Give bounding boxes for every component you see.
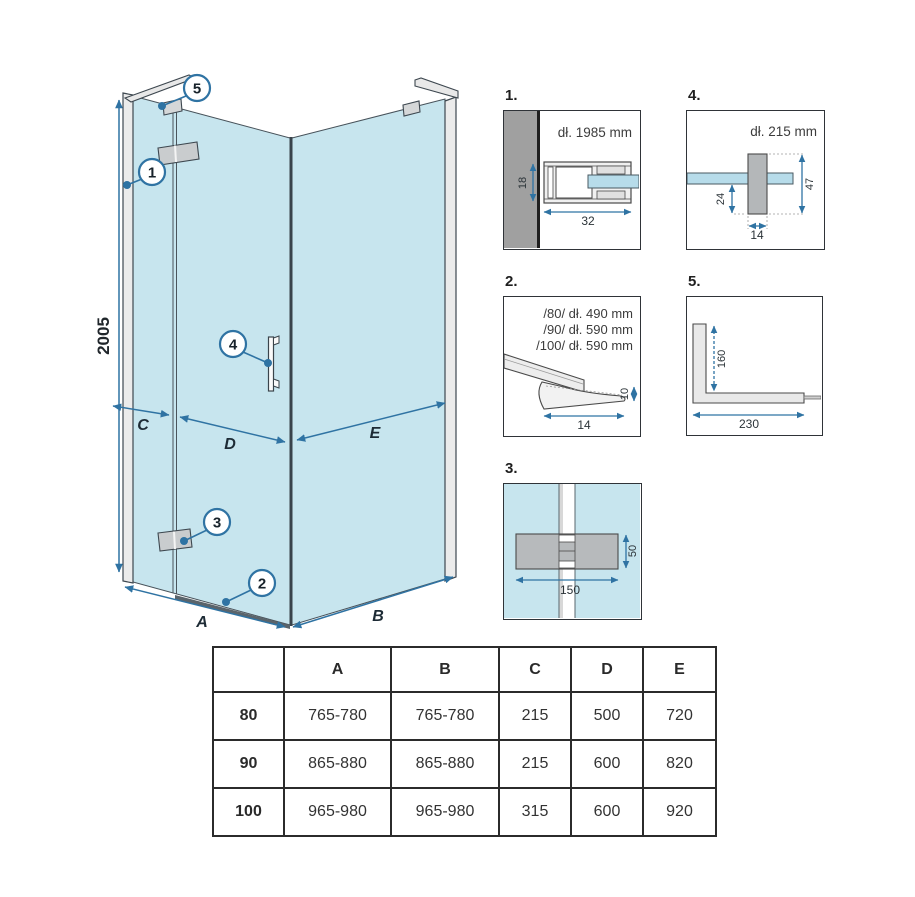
table-header-row [213,647,716,692]
dim-50-label: 50 [627,544,639,558]
dim-10 [619,387,634,401]
row-80-d: 500 [571,692,643,740]
callout-1-number: 1 [147,164,157,182]
header-size [213,647,284,692]
dim-150-label: 150 [559,583,581,597]
dim-height [94,100,119,572]
right-wall-profile [445,97,456,581]
dim-label-height: 2005 [94,317,113,355]
dim-14-label: 14 [750,228,764,242]
row-90-size: 90 [213,740,284,788]
dim-32-label: 32 [581,214,595,228]
right-glass-panel [292,99,445,625]
dim-160-label: 160 [716,349,728,369]
detail-panel-5 [686,273,823,436]
detail-5-drawing [687,297,821,434]
construction-lines [734,154,805,229]
table-row-100 [213,788,716,836]
row-80-b: 765-780 [391,692,499,740]
detail-2-drawing [504,297,639,435]
detail-4-drawing [687,111,823,248]
detail-panel-3 [503,460,642,620]
dim-230-label: 230 [738,417,760,431]
table-row-90 [213,740,716,788]
header-c: C [499,647,571,692]
dim-160 [714,326,728,391]
dim-label-e: E [369,425,381,442]
seal-extension-line [804,396,821,399]
glass-hinge [516,534,618,569]
detail-4-title: dł. 215 mm [750,124,817,139]
detail-2-title-100: /100/ dł. 590 mm [536,338,633,353]
row-80-a: 765-780 [284,692,391,740]
dim-14-label: 14 [577,418,591,432]
dim-47 [802,155,816,213]
row-100-size: 100 [213,788,284,836]
callout-2-number: 2 [257,575,267,593]
size-table [212,646,717,837]
dim-10-label: 10 [619,387,631,401]
left-wall-profile [123,93,133,583]
detail-panel-2 [503,273,641,437]
detail-1-drawing [504,111,639,248]
row-100-e: 920 [643,788,716,836]
dim-24 [715,185,732,213]
bottom-seal-profile [504,354,625,409]
row-100-d: 600 [571,788,643,836]
dim-14 [749,226,766,242]
detail-3-drawing [504,484,640,618]
row-80-c: 215 [499,692,571,740]
callout-5-number: 5 [192,80,202,98]
dim-18-label: 18 [517,176,529,190]
row-90-b: 865-880 [391,740,499,788]
detail-2-title-90: /90/ dł. 590 mm [543,322,633,337]
glass-edge-strip [687,173,793,184]
row-80-size: 80 [213,692,284,740]
detail-3-label: 3. [505,460,518,477]
detail-1-title: dł. 1985 mm [557,125,632,140]
dim-14 [544,416,624,432]
detail-4-label: 4. [688,87,701,104]
row-100-b: 965-980 [391,788,499,836]
dim-label-a: A [196,614,208,631]
dim-230 [693,415,804,431]
row-100-c: 315 [499,788,571,836]
dim-label-b: B [372,608,384,625]
dim-47-label: 47 [804,177,816,191]
detail-panel-1 [503,87,641,250]
detail-1-label: 1. [505,87,518,104]
callout-4-number: 4 [228,336,238,354]
detail-2-label: 2. [505,273,518,290]
row-90-c: 215 [499,740,571,788]
detail-2-title-80: /80/ dł. 490 mm [543,306,633,321]
handle-profile-bar [748,154,767,214]
row-90-a: 865-880 [284,740,391,788]
wall-face-line [537,111,540,248]
header-e: E [643,647,716,692]
detail-5-label: 5. [688,273,701,290]
row-80-e: 720 [643,692,716,740]
main-drawing [85,60,485,640]
dim-label-d: D [224,436,236,453]
header-d: D [571,647,643,692]
table-row-80 [213,692,716,740]
l-support-bar [693,324,804,403]
row-100-a: 965-980 [284,788,391,836]
dim-32 [544,212,631,228]
row-90-d: 600 [571,740,643,788]
dim-label-c: C [137,417,149,434]
glass-edge-strip [588,175,639,188]
header-a: A [284,647,391,692]
detail-panel-4 [686,87,825,250]
row-90-e: 820 [643,740,716,788]
dim-24-label: 24 [715,192,727,206]
header-b: B [391,647,499,692]
callout-3-number: 3 [212,514,222,532]
